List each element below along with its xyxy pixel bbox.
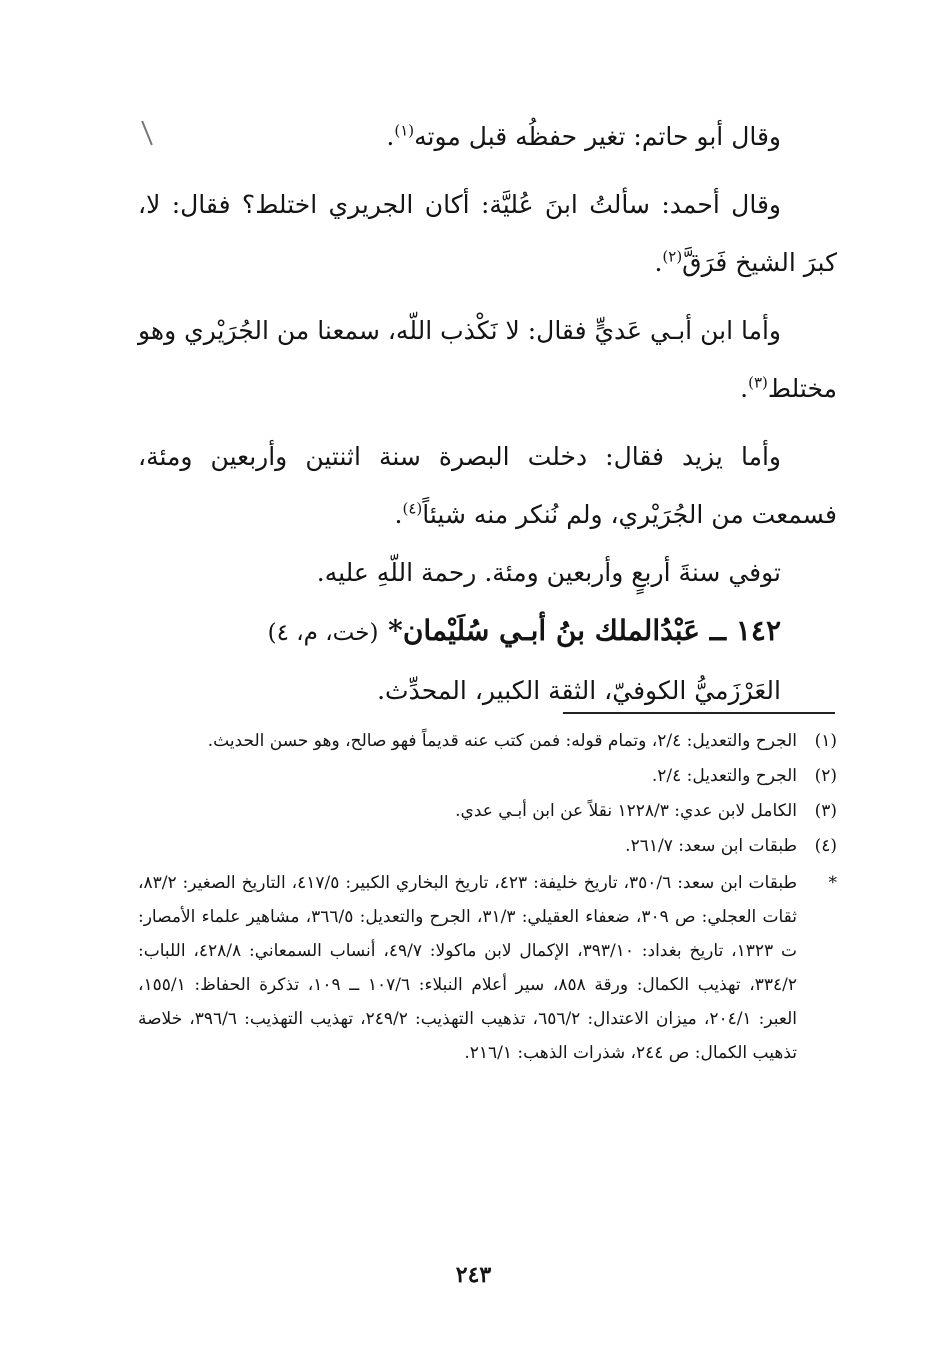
footnote-ref-3[interactable]: (٣) [748, 373, 768, 392]
footnote-marker: (٣) [814, 801, 837, 821]
footnote-marker: (١) [814, 731, 837, 751]
sources-text: طبقات ابن سعد: ٣٥٠/٦، تاريخ خليفة: ٤٢٣، تاريخ البخاري الكبير: ٤١٧/٥، التاريخ الصغير: ٨٣/٢، ثقات العجلي: ص ٣٠٩، ضعفاء العقيلي: ٣١/٣، الجرح والتعديل: ٣٦٦/٥، مشاهير علماء الأمصار: ت ١٣٢٣، تاريخ بغداد: ٣٩٣/١٠، الإكمال لابن ماكولا: ٤٩/٧، أنساب السمعاني: ٤٢٨/٨، اللباب: ٣٣٤/٢، تهذيب الكمال: ورقة ٨٥٨، سير أعلام النبلاء: ١٠٧/٦ ــ ١٠٩، تذكرة الحفاظ: ١٥٥/١، العبر: ٢٠٤/١، ميزان الاعتدال: ٦٥٦/٢، تذهيب التهذيب: ٢٤٩/٢، تهذيب التهذيب: ٣٩٦/٦، خلاصة تذهيب الكمال: ص ٢٤٤، شذرات الذهب: ٢١٦/١. [138, 873, 798, 1063]
footnote-marker: (٤) [814, 836, 837, 856]
footnote-marker: (٢) [814, 766, 837, 786]
paragraph-abu-hatim: وقال أبو حاتم: تغير حفظُه قبل موته$^{(١)}$. [386, 121, 781, 151]
footnote-separator [563, 712, 835, 714]
footnote-3 [138, 796, 837, 826]
footnote-1 [138, 726, 837, 756]
entry-description: العَرْزَميُّ الكوفيّ، الثقة الكبير، المحدِّث. [377, 676, 781, 705]
footnote-text: الكامل لابن عدي: ١٢٢٨/٣ نقلاً عن ابن أبـي عدي. [455, 801, 797, 821]
footnote-ref-2[interactable]: (٢) [662, 247, 683, 266]
entry-codes: (خت، م، ٤) [267, 620, 379, 646]
asterisk-marker: * [828, 873, 837, 893]
paragraph-ibn-abi-adi: وأما ابن أبـي عَديٍّ فقال: لا نَكْذب اللّه، سمعنا من الجُرَيْري وهو مختلط$^{(٣)}$. [138, 316, 837, 403]
paragraph-ahmad: وقال أحمد: سألتُ ابنَ عُليَّة: أكان الجريري اختلط؟ فقال: لا، كبرَ الشيخ فَرَقَّ$^{(٢)}$. [138, 190, 837, 277]
page-number: ٢٤٣ [455, 1262, 492, 1288]
footnote-text: الجرح والتعديل: ٢/٤، وتمام قوله: فمن كتب عنه قديماً فهو صالح، وهو حسن الحديث. [207, 731, 797, 751]
footnote-text: الجرح والتعديل: ٢/٤. [651, 766, 797, 786]
footnote-2 [138, 761, 837, 791]
entry-title: ١٤٢ ــ عَبْدُالملك بنُ أبـي سُلَيْمان* [388, 614, 781, 647]
footnote-ref-1[interactable]: (١) [394, 121, 415, 140]
paragraph-death: توفي سنةَ أربعٍ وأربعين ومئة. رحمة اللّهِ عليه. [316, 558, 781, 587]
sources-note [138, 866, 837, 1070]
footnote-4 [138, 831, 837, 861]
entry-heading [138, 602, 837, 662]
footnote-ref-4[interactable]: (٤) [402, 499, 423, 518]
footnotes [138, 726, 837, 1075]
paragraph-yazid: وأما يزيد فقال: دخلت البصرة سنة اثنتين وأربعين ومئة، فسمعت من الجُرَيْري، ولم نُنكر منه شيئاً$^{(٤)}$. [138, 442, 837, 529]
footnote-text: طبقات ابن سعد: ٢٦١/٧. [625, 836, 797, 856]
main-text [138, 108, 837, 720]
